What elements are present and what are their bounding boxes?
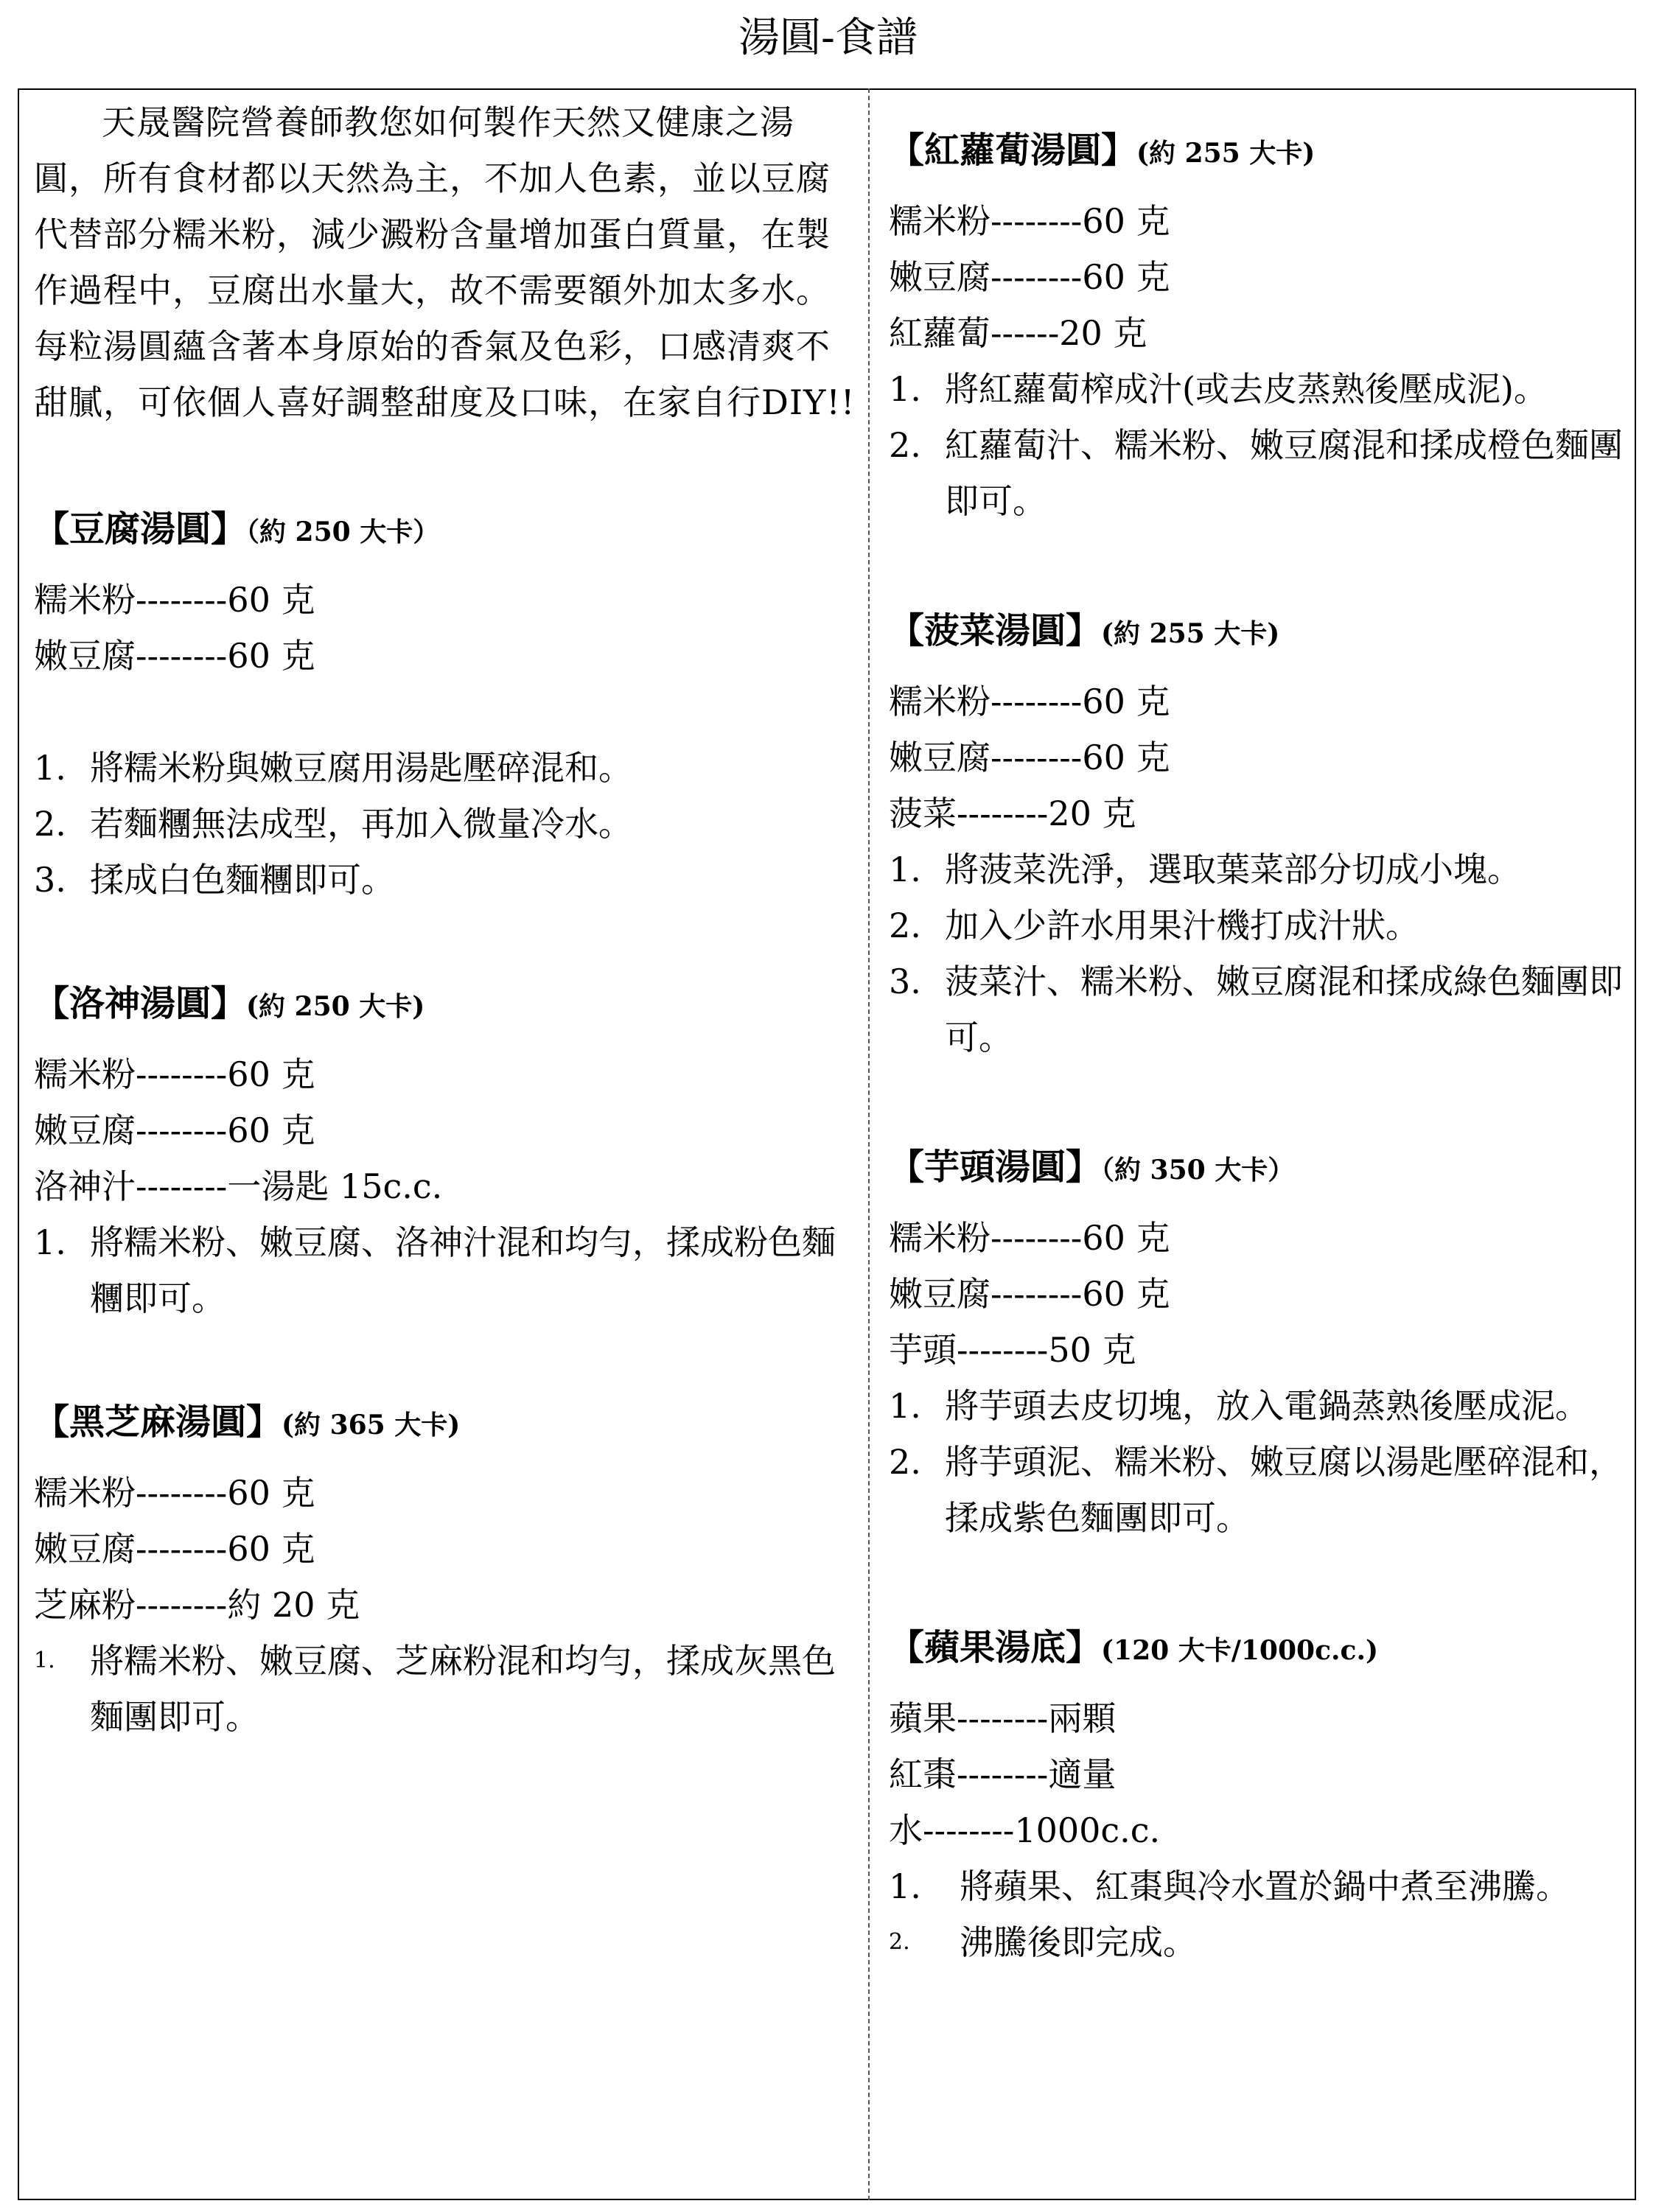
- ingredient-line: 紅棗--------適量: [889, 1754, 1117, 1794]
- step-list: [889, 361, 1633, 529]
- ingredient-line: 水--------1000c.c.: [889, 1810, 1161, 1850]
- recipe-calories: (120 大卡/1000c.c.): [1101, 1635, 1379, 1666]
- step-item: [34, 740, 858, 796]
- recipe-title: [889, 122, 1633, 181]
- right-column: [870, 88, 1636, 1970]
- recipe-title: [34, 1394, 858, 1453]
- step-text: 將菠菜洗淨，選取葉菜部分切成小塊。: [945, 850, 1521, 889]
- step-number: 1.: [889, 850, 921, 889]
- step-text: 紅蘿蔔汁、糯米粉、嫩豆腐混和揉成橙色麵團即可。: [945, 425, 1623, 521]
- recipe-calories: (約 255 大卡): [1101, 618, 1280, 649]
- left-column: [18, 88, 868, 1745]
- ingredient-line: 洛神汁--------一湯匙 15c.c.: [34, 1166, 443, 1206]
- ingredient-line: 嫩豆腐--------60 克: [34, 636, 315, 676]
- step-text: 加入少許水用果汁機打成汁狀。: [945, 906, 1419, 945]
- recipe-tofu: [34, 501, 858, 908]
- step-list: [889, 1378, 1633, 1546]
- step-text: 將糯米粉與嫩豆腐用湯匙壓碎混和。: [90, 748, 632, 788]
- step-number: 1.: [889, 1866, 921, 1906]
- step-text: 菠菜汁、糯米粉、嫩豆腐混和揉成綠色麵團即可。: [945, 962, 1623, 1057]
- step-number: 2.: [889, 1442, 921, 1482]
- ingredient-line: 糯米粉--------60 克: [34, 580, 315, 620]
- recipe-name: 【菠菜湯圓】: [889, 610, 1102, 651]
- step-number: 3.: [889, 962, 921, 1001]
- ingredient-line: 嫩豆腐--------60 克: [889, 1274, 1170, 1314]
- step-list: [34, 1214, 858, 1326]
- step-number: 1.: [34, 1222, 66, 1262]
- step-item: [34, 852, 858, 908]
- recipe-title: [34, 501, 858, 560]
- step-list: [34, 740, 858, 908]
- ingredient-line: 芋頭--------50 克: [889, 1330, 1136, 1370]
- intro-paragraph: 天晟醫院營養師教您如何製作天然又健康之湯圓，所有食材都以天然為主，不加人色素，並以豆腐代替部分糯米粉，減少澱粉含量增加蛋白質量，在製作過程中，豆腐出水量大，故不需要額外加太多水。每粒湯圓蘊含著本身原始的香氣及色彩，口感清爽不甜膩，可依個人喜好調整甜度及口味，在家自行DIY!!: [34, 102, 856, 422]
- page-title: 湯圓-食譜: [738, 14, 918, 62]
- ingredient-line: 蘋果--------兩顆: [889, 1698, 1117, 1738]
- recipe-apple-soup: [889, 1620, 1633, 1970]
- step-text: 將糯米粉、嫩豆腐、芝麻粉混和均勻，揉成灰黑色麵團即可。: [90, 1641, 836, 1737]
- recipe-name: 【芋頭湯圓】: [889, 1147, 1102, 1188]
- step-list: [34, 1633, 858, 1745]
- recipe-carrot: [889, 122, 1633, 529]
- recipe-name: 【黑芝麻湯圓】: [34, 1401, 282, 1443]
- step-item: [889, 1858, 1633, 1914]
- step-number: 1.: [889, 369, 921, 409]
- step-item: [34, 796, 858, 852]
- step-text: 將芋頭泥、糯米粉、嫩豆腐以湯匙壓碎混和，揉成紫色麵團即可。: [945, 1442, 1623, 1538]
- ingredient-line: 糯米粉--------60 克: [889, 1218, 1170, 1258]
- recipe-roselle: [34, 976, 858, 1326]
- step-item: [889, 841, 1633, 897]
- step-number: 2.: [889, 1929, 910, 1955]
- ingredient-line: 嫩豆腐--------60 克: [889, 738, 1170, 777]
- step-item: [34, 1214, 858, 1326]
- step-text: 若麵糰無法成型，再加入微量冷水。: [90, 804, 632, 844]
- step-text: 將糯米粉、嫩豆腐、洛神汁混和均勻，揉成粉色麵糰即可。: [90, 1222, 836, 1318]
- recipe-title: [889, 1139, 1633, 1198]
- ingredient-line: 嫩豆腐--------60 克: [889, 257, 1170, 297]
- step-text: 沸騰後即完成。: [960, 1922, 1197, 1962]
- step-number: 2.: [889, 425, 921, 465]
- recipe-name: 【洛神湯圓】: [34, 983, 247, 1024]
- recipe-spinach: [889, 603, 1633, 1065]
- recipe-calories: (約 250 大卡): [246, 991, 425, 1022]
- step-text: 揉成白色麵糰即可。: [90, 860, 395, 900]
- ingredient-line: 菠菜--------20 克: [889, 794, 1136, 833]
- ingredient-line: 糯米粉--------60 克: [34, 1473, 315, 1513]
- step-item: [889, 1378, 1633, 1434]
- recipe-name: 【豆腐湯圓】: [34, 508, 247, 550]
- step-item: [889, 1434, 1633, 1546]
- step-list: [889, 1858, 1633, 1970]
- recipe-black-sesame: [34, 1394, 858, 1745]
- step-text: 將蘋果、紅棗與冷水置於鍋中煮至沸騰。: [960, 1866, 1570, 1906]
- ingredient-line: 糯米粉--------60 克: [889, 682, 1170, 721]
- ingredient-line: 紅蘿蔔------20 克: [889, 313, 1147, 353]
- step-text: 將紅蘿蔔榨成汁(或去皮蒸熟後壓成泥)。: [945, 369, 1548, 409]
- recipe-taro: [889, 1139, 1633, 1546]
- recipe-title: [889, 1620, 1633, 1679]
- step-item: [889, 953, 1633, 1065]
- step-number: 2.: [34, 804, 66, 844]
- step-item: [889, 1914, 1633, 1970]
- step-list: [889, 841, 1633, 1065]
- recipe-calories: (約 255 大卡): [1136, 138, 1316, 169]
- step-number: 1.: [889, 1386, 921, 1426]
- recipe-name: 【蘋果湯底】: [889, 1627, 1102, 1668]
- step-text: 將芋頭去皮切塊，放入電鍋蒸熟後壓成泥。: [945, 1386, 1589, 1426]
- recipe-calories: (約 365 大卡): [282, 1410, 461, 1441]
- recipe-calories: （約 250 大卡）: [246, 517, 440, 547]
- ingredient-line: 糯米粉--------60 克: [889, 201, 1170, 241]
- recipe-name: 【紅蘿蔔湯圓】: [889, 130, 1137, 171]
- step-number: 1.: [34, 1648, 55, 1673]
- ingredient-line: 糯米粉--------60 克: [34, 1054, 315, 1094]
- recipe-title: [34, 976, 858, 1035]
- step-item: [889, 417, 1633, 529]
- step-item: [889, 361, 1633, 417]
- step-number: 1.: [34, 748, 66, 788]
- ingredient-line: 嫩豆腐--------60 克: [34, 1529, 315, 1569]
- step-number: 3.: [34, 860, 66, 900]
- recipe-title: [889, 603, 1633, 662]
- recipe-calories: （約 350 大卡）: [1101, 1155, 1295, 1186]
- step-item: [34, 1633, 858, 1745]
- ingredient-line: 芝麻粉--------約 20 克: [34, 1585, 360, 1625]
- ingredient-line: 嫩豆腐--------60 克: [34, 1110, 315, 1150]
- step-item: [889, 897, 1633, 953]
- step-number: 2.: [889, 906, 921, 945]
